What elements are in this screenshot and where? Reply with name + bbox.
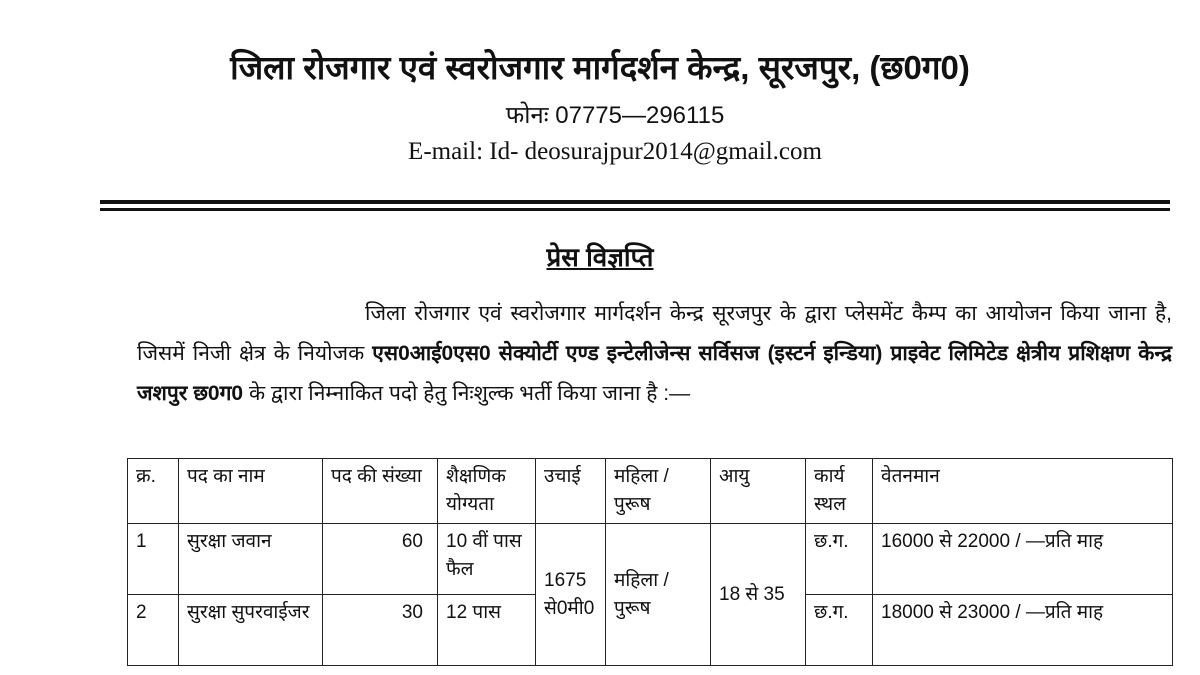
post-count: 30 [323,595,438,666]
table-row [128,524,1173,595]
press-release-heading [0,238,1200,274]
serial: 1 [128,524,179,595]
gender: महिला / पुरूष [606,524,711,666]
work-place: छ.ग. [806,595,873,666]
header-divider [100,208,1170,211]
paragraph-part1: जिला रोजगार एवं स्वरोजगार मार्गदर्शन केन्द्र सूरजपुर के द्वारा प्लेसमेंट कैम्प का आयोजन किया जाना है, जिसमें निजी क्षेत्र के नियोजक [137,302,1172,365]
col-header: महिला / पुरूष [606,459,711,524]
col-header: शैक्षणिक योग्यता [438,459,536,524]
col-header: पद का नाम [179,459,323,524]
office-title: जिला रोजगार एवं स्वरोजगार मार्गदर्शन केन्द्र, सूरजपुर, (छ0ग0) [230,49,970,86]
table-header-row [128,459,1173,524]
notice-paragraph [137,294,1172,414]
age-range: 18 से 35 [711,524,806,666]
phone-number: फोनः 07775—296115 [505,102,725,129]
paragraph-part2: के द्वारा निम्नाकित पदो हेतु निःशुल्क भर्ती किया जाना है :— [248,382,691,405]
col-header: क्र. [128,459,179,524]
col-header: वेतनमान [873,459,1173,524]
employer-name: एस0आई0एस0 सेक्योर्टी एण्ड इन्टेलीजेन्स सर्विसज (इस्टर्न इन्डिया) प्राइवेट लिमिटेड क्षेत्रीय प्रशिक्षण केन्द्र जशपुर छ0ग0 [137,342,1172,405]
email-address: E-mail: Id- deosurajpur2014@gmail.com [408,138,822,165]
post-name: सुरक्षा सुपरवाईजर [179,595,323,666]
salary: 18000 से 23000 / —प्रति माह [873,595,1173,666]
col-header: कार्य स्थल [806,459,873,524]
post-name: सुरक्षा जवान [179,524,323,595]
work-place: छ.ग. [806,524,873,595]
heading-text: प्रेस विज्ञप्ति [546,242,654,272]
col-header: आयु [711,459,806,524]
col-header: उचाई [536,459,606,524]
qualification: 12 पास [438,595,536,666]
col-header: पद की संख्या [323,459,438,524]
salary: 16000 से 22000 / —प्रति माह [873,524,1173,595]
vacancy-table [127,458,1173,666]
qualification: 10 वीं पास फैल [438,524,536,595]
height-requirement: 1675 से0मी0 [536,524,606,666]
serial: 2 [128,595,179,666]
post-count: 60 [323,524,438,595]
header-divider [100,200,1170,204]
